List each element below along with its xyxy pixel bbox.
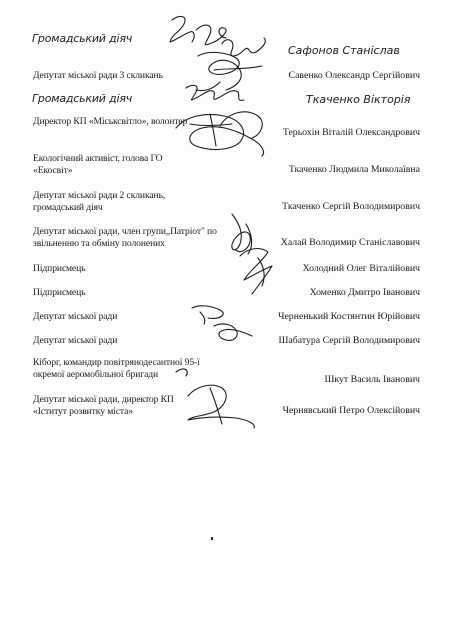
position-text: Депутат міської ради 2 скликань, громадський діяч [33,190,166,213]
position-text: Екологічний активіст, голова ГО «Екосвіт» [33,153,163,176]
person-name: Холодний Олег Віталійович [302,263,420,274]
position-text: Депутат міської ради [33,311,118,322]
signature-mark [232,214,252,254]
person-name: Шкут Василь Іванович [324,374,420,385]
signature-mark [240,249,272,294]
person-name: Сафонов Станіслав [288,44,400,57]
position-text: Депутат міської ради, член групи„Патріот" по звільненню та обміну полонених [33,226,217,249]
position-text: Директор КП «Міськсвітло», волонтер [33,116,188,127]
signature-mark [214,324,252,340]
position-text: Підприємець [33,287,86,298]
position-text: Депутат міської ради, директор КП «Іститут розвитку міста» [33,394,174,417]
position-text: Підприємець [33,263,86,274]
person-name: Савенко Олександр Сергійович [288,70,420,81]
person-name: Терьохін Віталій Олександрович [282,127,420,138]
position-text: Кіборг, командир повітрянодесантної 95-ї окремої аеромобільної бригади [33,357,200,380]
person-name: Ткаченко Вікторія [306,93,411,106]
person-name: Хоменко Дмитро Іванович [309,287,420,298]
person-name: Ткаченко Людмила Миколаївна [288,164,420,175]
person-name: Ткаченко Сергій Володимирович [282,201,420,212]
position-text: Депутат міської ради 3 скликань [33,70,163,81]
position-text: Громадський діяч [32,32,133,45]
signature-mark [188,385,254,428]
signature-mark [170,17,265,56]
signature-mark [186,85,244,100]
person-name: Шабатура Сергій Володимирович [278,335,420,346]
person-name: Халай Володимир Станіславович [280,237,420,248]
person-name: Черненький Костянтин Юрійович [278,311,420,322]
position-text: Депутат міської ради [33,335,118,346]
scan-speck [211,537,213,540]
position-text: Громадський діяч [32,92,133,105]
person-name: Чернявський Петро Олексійович [282,405,420,416]
